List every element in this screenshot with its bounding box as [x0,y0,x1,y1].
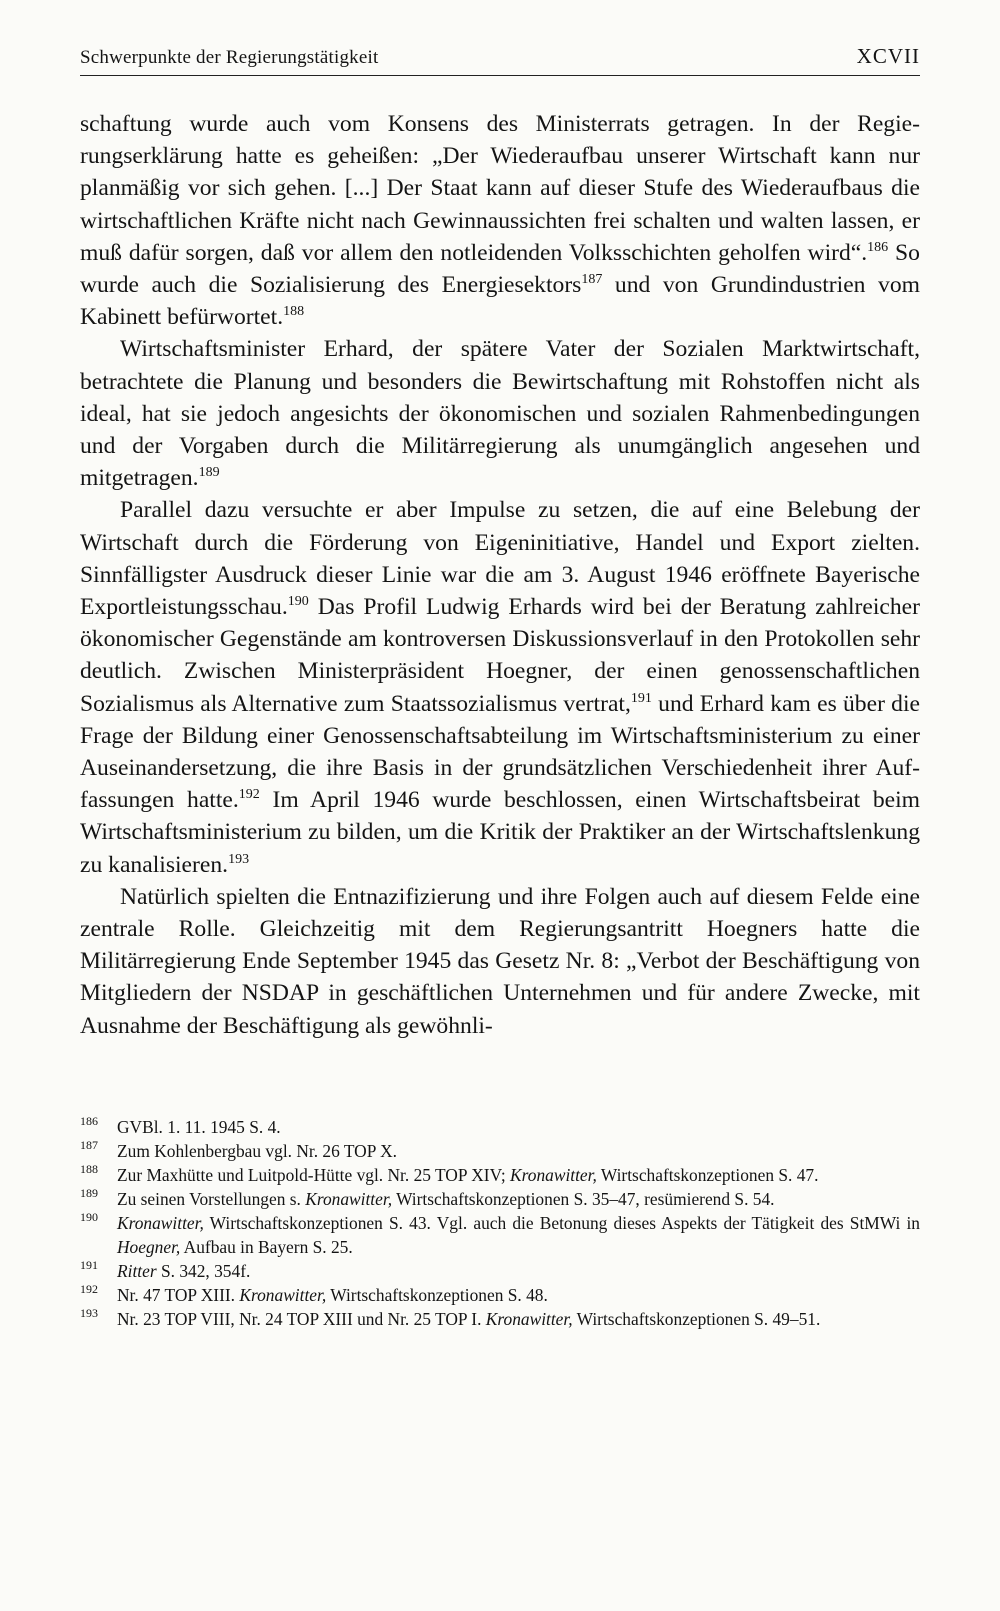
footnote-run: Zu seinen Vorstellungen s. [117,1189,306,1209]
footnote-ref-191[interactable]: 191 [630,690,652,706]
running-head [80,44,920,69]
paragraph-1 [80,108,920,333]
footnote-author: Kronawitter, [239,1285,327,1305]
header-rule [80,75,920,76]
footnote-author: Ritter [117,1261,157,1281]
footnote-text [117,1163,920,1187]
footnote-run: Nr. 47 TOP XIII. [117,1285,240,1305]
footnote-text [117,1115,920,1139]
footnote-187 [80,1139,920,1163]
footnote-number: 190 [80,1210,98,1224]
footnote-author: Kronawitter, [305,1189,393,1209]
footnote-run: S. 342, 354f. [156,1261,251,1281]
footnote-author: Kronawitter, [117,1213,204,1233]
footnote-190 [80,1211,920,1259]
footnote-author: Kronawitter, [510,1165,597,1185]
footnote-189 [80,1187,920,1211]
footnote-run: GVBl. 1. 11. 1945 S. 4. [117,1117,281,1137]
footnote-number: 192 [80,1282,98,1296]
footnote-run: Aufbau in Bayern S. 25. [180,1237,353,1257]
running-title: Schwerpunkte der Regierungstätigkeit [80,47,379,68]
footnote-193 [80,1307,920,1331]
text-run: und von Grundindustrien vom Kabinett befürwortet. [80,272,920,331]
footnote-run: Wirtschaftskonzeptionen S. 43. Vgl. auch die Betonung dieses Aspekts der Tätigkeit des StMWi in [203,1213,920,1233]
footnote-number: 187 [80,1138,98,1152]
footnote-ref-188[interactable]: 188 [283,304,305,320]
footnote-text [117,1211,920,1259]
footnote-191 [80,1259,920,1283]
footnote-author: Hoegner, [117,1237,181,1257]
footnote-run: Wirtschaftskonzeptionen S. 48. [326,1285,548,1305]
footnote-run: Wirtschaftskonzeptionen S. 49–51. [572,1309,821,1329]
page-number: XCVII [856,44,920,68]
footnote-186 [80,1115,920,1139]
footnote-text [117,1259,920,1283]
footnote-ref-192[interactable]: 192 [238,787,260,803]
paragraph-4 [80,881,920,1042]
footnote-run: Nr. 23 TOP VIII, Nr. 24 TOP XIII und Nr. 25 TOP I. [117,1309,486,1329]
footnote-number: 193 [80,1306,98,1320]
main-text [80,108,920,1042]
text-run: Wirtschaftsminister Erhard, der spätere Vater der Sozialen Marktwirtschaft, betrachtete die Planung und besonders die Bewirtschaftung mit Rohstoffen nicht als ideal, hat sie jedoch angesichts der ökonomischen und sozialen Rahmenbedingungen und der Vorgaben durch die Militärregierung als unumgänglich angesehen und mitgetragen. [80,336,920,492]
paragraph-2 [80,333,920,494]
footnote-number: 188 [80,1162,98,1176]
footnote-192 [80,1283,920,1307]
footnote-text [117,1283,920,1307]
text-run: Im April 1946 wurde beschlossen, einen Wirtschaftsbeirat beim Wirtschaftsministerium zu bilden, um die Kritik der Praktiker an der Wirtschaftslenkung zu kanalisieren. [80,787,920,878]
footnote-text [117,1307,920,1331]
footnote-run: Zur Maxhütte und Luitpold-Hütte vgl. Nr. 25 TOP XIV; [117,1165,511,1185]
footnote-ref-187[interactable]: 187 [581,272,603,288]
text-run: Das Profil Ludwig Erhards wird bei der Beratung zahlreicher ökonomischer Gegenstände am kontroversen Diskussionsverlauf in den Protokollen sehr deutlich. Zwischen Ministerpräsident Hoegner, der einen genossenschaftlichen Sozialismus als Alternative zum Staatssozialismus vertrat, [80,594,920,717]
text-run: Parallel dazu versuchte er aber Impulse zu setzen, die auf eine Belebung der Wirtschaft durch die Förderung von Eigeninitiative, Handel und Export zielten. Sinnfälligster Ausdruck dieser Linie war die am 3. August 1946 eröffnete Bayerische Exportleistungsschau. [80,497,920,621]
footnote-ref-190[interactable]: 190 [287,594,309,610]
footnote-ref-186[interactable]: 186 [867,239,889,255]
footnote-run: Wirtschaftskonzeptionen S. 35–47, resümierend S. 54. [392,1189,775,1209]
text-run: So wurde auch die Sozialisierung des Energiesektors [80,239,920,299]
footnote-text [117,1139,920,1163]
text-run: Natürlich spielten die Entnazifizierung und ihre Folgen auch auf diesem Felde eine zentrale Rolle. Gleichzeitig mit dem Regierungsantritt Hoegners hatte die Militärregierung Ende September 1945 das Gesetz Nr. 8: „Verbot der Beschäftigung von Mitgliedern der NSDAP in geschäftlichen Unternehmen und für andere Zwecke, mit Ausnahme der Beschäftigung als gewöhnli- [80,883,920,1039]
footnote-number: 186 [80,1114,98,1128]
footnote-188 [80,1163,920,1187]
footnote-run: Wirtschaftskonzeptionen S. 47. [596,1165,819,1185]
footnotes [80,1115,920,1331]
footnote-ref-189[interactable]: 189 [198,465,220,481]
text-run: schaftung wurde auch vom Konsens des Ministerrats getragen. In der Regierungserklärung hatte es geheißen: „Der Wiederaufbau unserer Wirtschaft kann nur planmäßig vor sich gehen. [...] Der Staat kann auf dieser Stufe des Wiederaufbaus die wirtschaftlichen Kräfte nicht nach Gewinnaussichten frei schalten und walten lassen, er muß dafür sorgen, daß vor allem den notleidenden Volksschichten geholfen wird“. [80,111,920,266]
footnote-number: 191 [80,1258,98,1272]
footnote-author: Kronawitter, [485,1309,573,1329]
footnote-run: Zum Kohlenbergbau vgl. Nr. 26 TOP X. [117,1141,398,1161]
footnote-text [117,1187,920,1211]
text-run: und Erhard kam es über die Frage der Bildung einer Genossenschaftsabteilung im Wirtschaftsministerium zu einer Auseinandersetzung, die ihre Basis in der grundsätzlichen Verschiedenheit ihrer Auffassungen hatte. [80,690,921,814]
footnote-ref-193[interactable]: 193 [228,851,250,867]
footnote-number: 189 [80,1186,98,1200]
paragraph-3 [80,494,920,880]
